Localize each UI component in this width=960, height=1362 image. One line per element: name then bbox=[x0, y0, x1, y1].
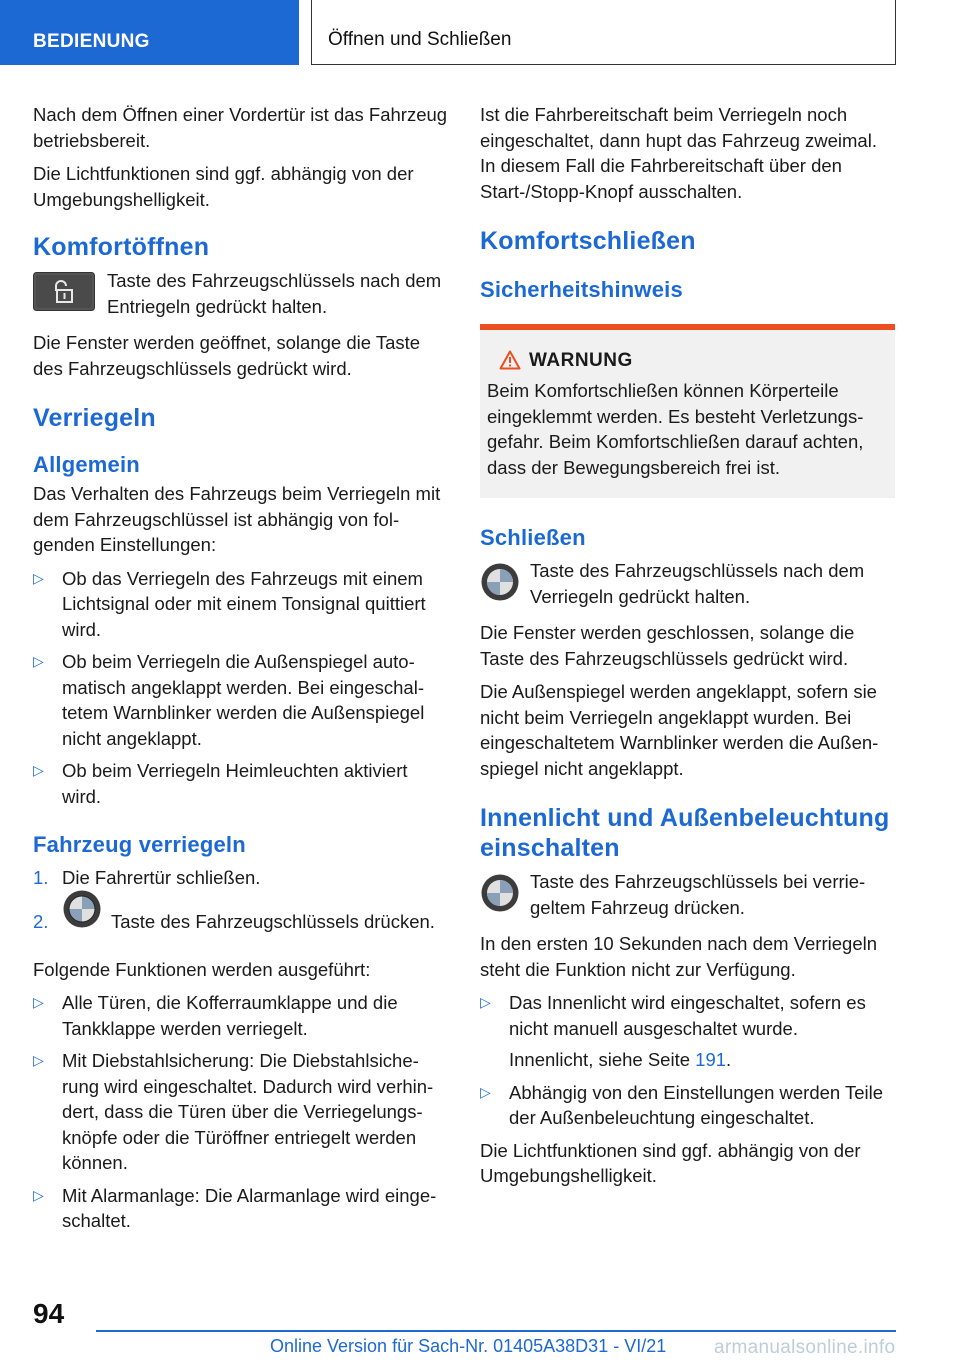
list-item: ▷ Ob das Verriegeln des Fahrzeugs mit einem Lichtsignal oder mit einem Tonsignal quittiert wird. bbox=[33, 567, 426, 640]
triangle-bullet-icon: ▷ bbox=[33, 653, 44, 669]
paragraph: Nach dem Öffnen einer Vordertür ist das Fahrzeug betriebsbereit. bbox=[33, 104, 448, 151]
footer-divider bbox=[96, 1330, 896, 1332]
settings-list bbox=[33, 566, 448, 810]
list-item: ▷ Mit Alarmanlage: Die Alarmanlage wird eingeschaltet. bbox=[33, 1184, 437, 1231]
heading-allgemein: Allgemein bbox=[33, 452, 140, 477]
paragraph: In den ersten 10 Sekunden nach dem Verriegeln steht die Funktion nicht zur Verfügung. bbox=[480, 933, 878, 980]
steps-list bbox=[33, 865, 448, 949]
page-link[interactable]: 191 bbox=[695, 1049, 727, 1070]
paragraph: Ist die Fahrbereitschaft beim Verriegeln noch eingeschaltet, dann hupt das Fahrzeug zweimal. In diesem Fall die Fahrbereitschaft über den Start-/Stopp-Knopf ausschalten. bbox=[480, 104, 877, 202]
list-item: ▷ Das Innenlicht wird eingeschaltet, sofern es nicht manuell ausgeschaltet wurde. Innenlicht, siehe Seite 191. bbox=[480, 990, 895, 1073]
unlock-key-icon bbox=[33, 272, 95, 311]
triangle-bullet-icon: ▷ bbox=[33, 569, 44, 586]
warning-box bbox=[480, 324, 895, 498]
paragraph: Die Fenster werden geöffnet, solange die Taste des Fahrzeugschlüssels gedrückt wird. bbox=[33, 332, 421, 379]
functions-list bbox=[33, 990, 448, 1234]
bmw-key-button-icon bbox=[480, 562, 520, 602]
warning-title: WARNUNG bbox=[487, 348, 887, 374]
list-item: ▷ Alle Türen, die Kofferraumklappe und die Tankklappe werden verriegelt. bbox=[33, 992, 398, 1039]
warning-text: Beim Komfortschließen können Körperteile eingeklemmt werden. Es besteht Verletzungsgefahr. Beim Komfortschließen darauf achten, dass der Bewegungsbereich frei ist. bbox=[487, 380, 864, 478]
heading-fahrzeug-verriegeln: Fahrzeug verriegeln bbox=[33, 832, 246, 857]
paragraph: Die Außenspiegel werden angeklappt, sofern sie nicht beim Verriegeln angeklappt wurden. Bei eingeschaltetem Warnblinker werden die Außenspiegel nicht angeklappt. bbox=[480, 681, 879, 779]
page-number: 94 bbox=[33, 1298, 65, 1329]
heading-komfortschliessen: Komfortschließen bbox=[480, 227, 696, 255]
list-item: ▷ Abhängig von den Einstellungen werden Teile der Außenbeleuchtung eingeschaltet. bbox=[480, 1081, 884, 1128]
warning-triangle-icon bbox=[499, 350, 521, 370]
left-column bbox=[33, 102, 448, 1241]
bmw-key-button-icon bbox=[62, 889, 102, 929]
lighting-list bbox=[480, 990, 895, 1131]
step-item: 2. Taste des Fahrzeugschlüssels drücken. bbox=[33, 909, 448, 949]
triangle-bullet-icon: ▷ bbox=[480, 1083, 491, 1100]
paragraph: Folgende Funktionen werden ausgeführt: bbox=[33, 958, 371, 980]
step-item: 1. Die Fahrertür schließen. bbox=[33, 867, 261, 888]
footer-text: Online Version für Sach-Nr. 01405A38D31 - VI/21 bbox=[270, 1336, 667, 1356]
triangle-bullet-icon: ▷ bbox=[33, 762, 44, 778]
key-instruction bbox=[480, 558, 895, 610]
right-column bbox=[480, 102, 895, 1197]
key-instruction-text: Taste des Fahrzeugschlüssels bei verriegeltem Fahrzeug drücken. bbox=[530, 871, 866, 918]
heading-sicherheitshinweis: Sicherheitshinweis bbox=[480, 277, 683, 302]
paragraph: Die Fenster werden geschlossen, solange die Taste des Fahrzeugschlüssels gedrückt wird. bbox=[480, 622, 855, 669]
triangle-bullet-icon: ▷ bbox=[33, 1052, 44, 1068]
triangle-bullet-icon: ▷ bbox=[33, 1186, 44, 1203]
chapter-title: Öffnen und Schließen bbox=[311, 0, 896, 65]
list-item: ▷ Ob beim Verriegeln die Außenspiegel automatisch angeklappt werden. Bei eingeschaltetem Warnblinker werden die Außenspiegel nicht angeklappt. bbox=[33, 651, 425, 749]
heading-schliessen: Schließen bbox=[480, 525, 586, 550]
section-tab: BEDIENUNG bbox=[0, 0, 299, 65]
paragraph: Die Lichtfunktionen sind ggf. abhängig von der Umgebungshelligkeit. bbox=[480, 1139, 861, 1186]
heading-verriegeln: Verriegeln bbox=[33, 404, 156, 432]
heading-komfortoeffnen: Komfortöffnen bbox=[33, 233, 210, 261]
watermark: armanualsonline.info bbox=[714, 1337, 896, 1358]
key-instruction bbox=[33, 268, 448, 320]
paragraph: Das Verhalten des Fahrzeugs beim Verriegeln mit dem Fahrzeugschlüssel ist abhängig von folgenden Einstellungen: bbox=[33, 483, 441, 555]
heading-innenlicht: Innenlicht und Außenbeleuchtung einschalten bbox=[480, 804, 890, 862]
list-item: ▷ Ob beim Verriegeln Heimleuchten aktiviert wird. bbox=[33, 760, 408, 807]
triangle-bullet-icon: ▷ bbox=[33, 994, 44, 1010]
key-instruction-text: Taste des Fahrzeugschlüssels nach dem Verriegeln gedrückt halten. bbox=[530, 560, 865, 607]
bmw-key-button-icon bbox=[480, 873, 520, 913]
cross-reference: Innenlicht, siehe Seite 191. bbox=[509, 1049, 732, 1070]
key-instruction bbox=[480, 869, 895, 921]
paragraph: Die Lichtfunktionen sind ggf. abhängig von der Umgebungshelligkeit. bbox=[33, 163, 414, 210]
list-item: ▷ Mit Diebstahlsicherung: Die Diebstahlsicherung wird eingeschaltet. Dadurch wird verhindert, dass die Türen über die Verriegelungsknöpfe oder die Türöffner entriegelt werden können. bbox=[33, 1050, 434, 1173]
key-instruction-text: Taste des Fahrzeugschlüssels nach dem Entriegeln gedrückt halten. bbox=[107, 270, 442, 317]
triangle-bullet-icon: ▷ bbox=[480, 994, 491, 1010]
